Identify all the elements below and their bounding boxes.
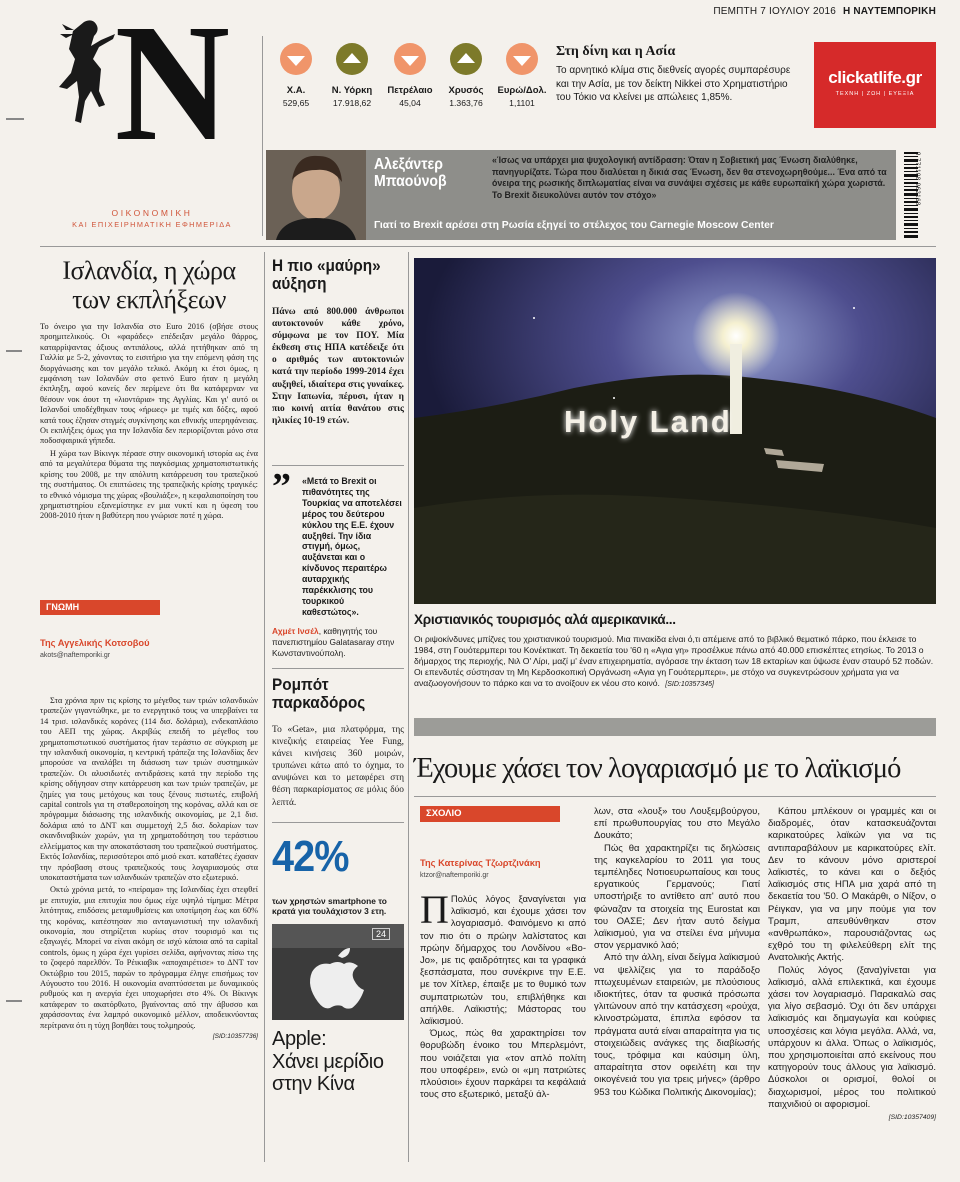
market-value: 1,1101 — [509, 98, 535, 108]
arrow-down-icon — [279, 42, 313, 76]
column-divider — [262, 36, 263, 236]
populism-col3 — [768, 806, 936, 1124]
column-divider — [264, 252, 265, 1162]
apple-photo — [272, 924, 404, 1020]
stat-value: 42% — [272, 832, 349, 881]
populism-col3-p1: Κάπου μπλέκουν οι γραμμές και οι διαδρομές, όταν κατασκευάζονται καρικατούρες λαϊκών για να τις αντιπαραβάλουν με καρικατούρες ελίτ. Δεν το κάνουν μόνο αριστεροί λαϊκιστές, το κάνει και ο δεξιός λαϊκισμός στις ΗΠΑ μια χαρά από τη δεκαετία του '50. Ο Μακάρθι, ο Νίξον, ο Ρέιγκαν, για να μην πούμε για τον Τραμπ, απευθύνθηκαν στον «ανθρωπάκο», παρουσιάζοντας ως εχθρό του τη φιλελεύθερη ελίτ της Ανατολικής Ακτής. — [768, 806, 936, 964]
promo-photo — [266, 150, 366, 240]
opinion-tag: ΓΝΩΜΗ — [40, 600, 160, 615]
quote-attribution — [272, 626, 404, 659]
market-label: Πετρέλαιο — [387, 85, 433, 96]
iceland-body-3 — [40, 696, 258, 1042]
arrow-down-icon — [393, 42, 427, 76]
populism-col2-p3: Από την άλλη, είναι δείγμα λαϊκισμού να ψελλίζεις για το παράδοξο πτωχευμένων εταιρειών, με πλούσιους ιδιοκτήτες, όταν τα φυσικά πρόσωπα γλιτώνουν από την κατάσχεση «ρούχα, κλινοστρώματα, έπιπλα εφόσον τα πράγματα αυτά είναι απαραίτητα για τις στοιχειώδεις ανάγκες της διαβίωσής τους, τρόφιμα και καύσιμη ύλη, απαραίτητα στον οφειλέτη και την οικογένειά του για τρεις μήνες» (άρθρο 953 του Κώδικα Πολιτικής Δικονομίας); — [594, 952, 760, 1098]
holyland-photo — [414, 258, 936, 604]
iceland-email: akots@naftemporiki.gr — [40, 652, 111, 659]
holyland-sign-text: Holy Land — [564, 404, 732, 439]
market-label: Ν. Υόρκη — [331, 85, 373, 96]
populism-col2 — [594, 806, 760, 1099]
margin-mark — [6, 118, 24, 120]
quote-role: , καθηγητής του πανεπιστημίου Galatasaray στην Κωνσταντινούπολη. — [272, 626, 395, 658]
quote-author: Αχμέτ Ινσέλ — [272, 626, 319, 636]
apple-photo-tag: 24 — [372, 928, 390, 940]
robot-text: Το «Geta», μια πλατφόρμα, της κινεζικής εταιρείας Yee Fung, κάνει κινήσεις 360 μοιρών, τρυπώνει κάτω από το όχημα, το ανυψώνει και το μεταφέρει στη θέση παρκαρίσματος σε μόλις δύο λεπτά. — [272, 725, 404, 808]
section-divider — [414, 796, 936, 797]
holyland-title: Χριστιανικός τουρισμός αλά αμερικανικά... — [414, 612, 676, 627]
market-item — [268, 42, 324, 108]
margin-mark — [6, 1000, 22, 1002]
stat-text: των χρηστών smartphone το κρατά για τουλάχιστον 3 ετη. — [272, 896, 387, 917]
promo-name — [374, 156, 447, 190]
apple-title-line1: Apple: — [272, 1028, 327, 1050]
promo-bar[interactable] — [266, 150, 896, 240]
masthead-sub1: ΟΙΚΟΝΟΜΙΚΗ — [111, 208, 193, 218]
quote-mark: ” — [272, 466, 291, 508]
iceland-title-line2: των εκπλήξεων — [72, 285, 226, 314]
black-title — [272, 258, 395, 293]
populism-email: ktzor@naftemporiki.gr — [420, 872, 489, 879]
date-line — [700, 6, 936, 17]
opinion-inset — [40, 600, 160, 682]
robot-title-line2: παρκαδόρος — [272, 694, 366, 712]
populism-col2-p2: Πώς θα χαρακτηρίζει τις δηλώσεις της καγκελαρίου το 2011 για τους τεμπέληδες Νοτιοευρωπαίους και τους εργατικούς Γερμανούς; Γιατί υποστήριξε το αντίθετο απ' αυτό που φώναζαν τα στοιχεία της Eurostat και του ΟΑΣΕ; Δεν ήταν αυτό δείγμα λαϊκισμού, για να στείλει ένα μήνυμα στον γερμανικό λαό; — [594, 842, 760, 952]
black-title-line1: Η πιο «μαύρη» — [272, 257, 381, 275]
barcode — [904, 152, 934, 242]
promo-name-line1: Αλεξάντερ — [374, 156, 443, 173]
section-divider — [272, 465, 404, 466]
paper-name: Η ΝΑΥΤΕΜΠΟΡΙΚΗ — [842, 6, 936, 17]
iceland-p5: Οκτώ χρόνια μετά, το «πείραμα» της Ισλανδίας έχει στεφθεί με επιτυχία, μια επιτυχία που όμως είχε υψηλό τίμημα: Μέτρα λιτότητας, επιδόσεις μεταμυθμίσεις και υποτίμηση έως και 60% της κορόνας, κατέστησαν πιο ανταγωνιστική την ισλανδική οικονομία, που στηρίζεται κυρίως στον τουρισμό και τις εξαγωγές. Μπορεί να είναι ακόμη σε ισχύ κάποια από τα capital controls, όμως η χώρα έχει γυρίσει σελίδα, αφήνοντας πίσω της το ζοφερό παρελθόν. Το Ρέικιαβικ «αποχαιρέτισε» το ΔΝΤ τον Οκτώβριο του 2015, παρών το πρόγραμμα έληγε επισήμως τον Αύγουστο του 2016. Η οικονομία αναπτύσσεται με δυναμικούς ρυθμούς και η ανεργία έχει υποχωρήσει στο 4%. Οι Βίκινγκ κατάφεραν το ακατόρθωτο, βγαίνοντας από την άβυσσο και χαράσσοντας ένα λαμπρό οικονομικό μέλλον, αποδεικνύοντας περίτρανα ότι η τύχη βοηθάει τους τολμηρούς. — [40, 885, 258, 1030]
market-item — [492, 42, 552, 108]
iceland-title-line1: Ισλανδία, η χώρα — [62, 256, 236, 285]
iceland-p2: Η χώρα των Βίκινγκ πέρασε στην οικονομική ιστορία ως ένα από τα μεγαλύτερα θύματα της παγκόσμιας χρηματοπιστωτικής κρίσης του 2008, με την απόλυτη κατάρρευση του τραπεζικού της συστήματος. Οι επιπτώσεις της τραπεζικής κρίσης τραγικές: το εθνικό νόμισμα της χώρας «βουλιάξε», η κεφαλαιοποίηση του χρηματιστηρίου εξανεμίστηκε εν μια νυκτί και η ύφεση του 2008-2010 ήταν η βαθύτερη που γνώρισε ποτέ η χώρα. — [40, 448, 258, 521]
populism-col1 — [420, 887, 586, 1101]
margin-mark — [6, 350, 22, 352]
iceland-title — [40, 256, 258, 314]
robot-title — [272, 676, 395, 712]
iceland-author: Της Αγγελικής Κοτσοβού — [40, 638, 150, 648]
iceland-sid: [SID:10357736] — [212, 1033, 258, 1040]
populism-author: Της Κατερίνας Τζωρτζινάκη — [420, 858, 541, 868]
market-item — [382, 42, 438, 108]
populism-title: Έχουμε χάσει τον λογαριασμό με το λαϊκισμό — [414, 753, 901, 784]
market-item — [438, 42, 494, 108]
gray-divider-bar — [414, 718, 936, 736]
arrow-down-icon — [505, 42, 539, 76]
arrow-up-icon — [449, 42, 483, 76]
market-value: 1.363,76 — [449, 98, 483, 108]
market-item — [324, 42, 380, 108]
ad-clickatlife[interactable] — [814, 42, 936, 128]
apple-title-line2: Χάνει μερίδιο — [272, 1050, 384, 1073]
markets-story-title: Στη δίνη και η Ασία — [556, 44, 676, 59]
date-text: ΠΕΜΠΤΗ 7 ΙΟΥΛΙΟΥ 2016 — [713, 6, 836, 17]
market-value: 45,04 — [399, 98, 421, 108]
iceland-p4: Στα χρόνια πριν τις κρίσης το μέγεθος των τριών ισλανδικών τραπεζών γιγαντώθηκε, με το ενεργητικό τους να υπερβαίνει τα 14 τρισ. ισλανδικές κορόνες (114 δισ. δολάρια), ενδεκαπλάσιο του ΑΕΠ της χώρας. Ακριβώς επειδή το μέγεθος του χρηματοπιστωτικού συστήματος ήταν τεράστιο σε σύγκριση με την ισλανδική οικονομία, η κεντρική τράπεζα της Ισλανδίας δεν μπορούσε να αναλάβει τη διάσωση των τριών συστημικών τραπεζών. Οι αλυσιδωτές αντιδράσεις κατά την περίοδο της κρίσης οδήγησαν στην κατάρρευση και των τριών τραπεζών, με ζημίες για τους μετόχους και τους ξένους πιστωτές, επιβολή capital controls για τη σταθεροποίηση της κορόνας, αλλά και σε πρόγραμμα διάσωσης της ισλανδικής οικονομίας, με 2,1 δισ. δολάρια από το ΔΝΤ και συμμετοχή 2,5 δισ. δολαρίων των σκανδιναβικών χωρών, για τη χρηματοδότηση του τεράστιου ελλείμματος και την αποκατάσταση του τραπεζικού συστήματος. Εκτός Ισλανδίας, περισσότεροι από μισό εκατ. καταθέτες έχασαν την πρόσβαση στους τραπεζικούς τους λογαριασμούς στα υποκαταστήματα των ισλανδικών τραπεζών στο εξωτερικό. — [40, 696, 258, 882]
holyland-text: Οι ριψοκίνδυνες μπίζνες του χριστιανικού τουρισμού. Μια πινακίδα είναι ό,τι απέμεινε από το βιβλικό θεματικό πάρκο, που έκλεισε το 1984, στη Γουότερμπερι του Κονέκτικατ. Τη δεκαετία του '60 η «Αγια γη» προσέλκυε πάνω από 40.000 επισκέπτες ετησίως. Το 2013 ο δήμαρχος της περιοχής, Νιλ Ο' Λίρι, μαζί μ' έναν επιχειρηματία, αγόρασε την έκταση των 18 εκταρίων και ύψωσε έναν σταυρό 52 ποδών. Οι επενδυτές σύστησαν τη Μη Κερδοσκοπική Οργάνωση «Αγια γη Γουότερμπερι», με στόχο να συγκεντρώσουν χρήματα για να αναζωογονήσουν το πάρκο και να το ανοίξουν εκ νέου στο κοινό. — [414, 634, 934, 689]
promo-name-line2: Μπαούνοβ — [374, 173, 447, 190]
section-divider — [272, 822, 404, 823]
black-title-line2: αύξηση — [272, 274, 327, 293]
populism-col3-p2: Πολύς λόγος (ξανα)γίνεται για λαϊκισμό, αλλά επιλεκτικά, και έχουμε χάσει τον λογαριασμό. Παρακαλώ σας για λίγο σεβασμό. Όχι ότι δεν υπάρχει λαϊκισμός και δημαγωγία και κούφιες υποσχέσεις και λόγια μεγάλα. Αλλά, να, υπάρχουν κι άλλα. Όπως ο λαϊκισμός, που χρησιμοποιείται από εκείνους που κατηγορούν τους άλλους για λαϊκισμό. Δύσκολοι οι ορισμοί, θολοί οι διαχωρισμοί, μέρος του πολιτικού παιχνιδιού οι αφορισμοί. — [768, 964, 936, 1110]
ad-brand: clickatlife.gr — [828, 68, 922, 87]
apple-title-line3: στην Κίνα — [272, 1073, 355, 1095]
quote-text: «Μετά το Brexit οι πιθανότητες της Τουρκίας να αποτελέσει μέρος του δεύτερου κύκλου της Ε.Ε. έχουν αυξηθεί. Την ίδια στιγμή, όμως, αυξάνεται και ο κίνδυνος περαιτέρω αυταρχικής παρέκκλισης του τουρκικού καθεστώτος». — [302, 476, 402, 617]
masthead-letter: N — [114, 0, 231, 176]
markets-story — [556, 44, 800, 105]
populism-col2-p1: λων, στα «λουξ» του Λουξεμβούργου, επί πρωθυπουργίας του στο Μεγάλο Δουκάτο; — [594, 806, 760, 842]
market-value: 529,65 — [282, 98, 310, 108]
holyland-text-block — [414, 634, 936, 690]
dropcap: Π — [420, 887, 449, 932]
populism-byline — [420, 806, 588, 879]
holyland-sid: [SID:10357345] — [665, 681, 714, 689]
markets-story-text: Το αρνητικό κλίμα στις διεθνείς αγορές συμπαρέσυρε και την Ασία, με τον δείκτη Nikkei στο Χρηματιστήριο του Τόκιο να κλείνει με απώλειες 1,85%. — [556, 65, 791, 104]
iceland-p1: Το όνειρο για την Ισλανδία στο Euro 2016 (σβήσε στους προημιτελικούς. Οι «φαράδες» επέδειξαν μεγάλο θάρρος, καταρρίψαντας άξιους αντιπάλους, αλλά ηττήθηκαν από τη Γαλλία με 5-2, χάνοντας το εισιτήριο για την επόμενη φάση της διοργάνωσης και τον μεγάλο τελικό. Ακόμη κι έτσι όμως, η εμφάνιση των Ισλανδών στο φετινό Euro ήταν η μεγάλη έκπληξη, αφού κανείς δεν περίμενε ότι θα κατάφερναν να θέσουν νοκ άουτ τη «λιοντάρια» της Αγγλίας. Και γι' αυτό οι Ισλανδοί υποδέχθηκαν τους «ήρωες» με τιμές και δόξες, αφού κατά τους έζησαν στιγμές συγκίνησης και εθνικής υπερηφάνειας. Οι εκπλήξεις όμως για την Ισλανδία δεν περιορίζονται μόνο στα ποδοσφαιρικά γήπεδα. — [40, 322, 258, 446]
populism-sid: [SID:10357409] — [888, 1114, 936, 1122]
hermes-icon — [54, 16, 120, 126]
iceland-body — [40, 322, 258, 522]
masthead-sub2: ΚΑΙ ΕΠΙΧΕΙΡΗΜΑΤΙΚΗ ΕΦΗΜΕΡΙΔΑ — [72, 220, 232, 229]
robot-title-line1: Ρομπότ — [272, 676, 329, 694]
market-label: Χ.Α. — [286, 85, 306, 96]
promo-quote: «Ίσως να υπάρχει μια ψυχολογική αντίδραση: Όταν η Σοβιετική μας Ένωση διαλύθηκε, πανηγυρίζατε. Τώρα που διαλύεται η δικιά σας Ένωση, δεν θα στενοχωρηθούμε... Ένα από τα όνειρα της ρωσικής διπλωματίας είναι να συνάψει σχέσεις με κάθε ευρωπαϊκή χώρα χωριστά. Το Brexit διευκολύνει αυτόν τον στόχο» — [492, 155, 887, 200]
section-divider — [272, 668, 404, 669]
barcode-number: 9 771108 962168 — [914, 152, 920, 206]
ad-tagline: ΤΕΧΝΗ | ΖΩΗ | ΕΥΕΞΙΑ — [835, 91, 915, 97]
market-label: Ευρώ/Δολ. — [497, 85, 547, 96]
black-text: Πάνω από 800.000 άνθρωποι αυτοκτονούν κάθε χρόνο, σύμφωνα με τον ΠΟΥ. Μία έκθεση στις ΗΠΑ κατέδειξε ότι ο αριθμός των αυτοκτονιών κατά την περίοδο 1999-2014 έχει αυξηθεί, ιδιαίτερα στις γυναίκες. Στην Ιαπωνία, πέρυσι, ήταν η πιο κοινή αιτία θανάτου στις ηλικίες 10-19 ετών. — [272, 307, 404, 426]
populism-tag: ΣΧΟΛΙΟ — [420, 806, 560, 822]
market-label: Χρυσός — [448, 85, 484, 96]
portrait-image — [266, 150, 366, 240]
arrow-up-icon — [335, 42, 369, 76]
section-divider — [40, 246, 936, 247]
masthead — [50, 0, 254, 242]
market-value: 17.918,62 — [332, 98, 372, 108]
populism-col1-p2: Όμως, πώς θα χαρακτηρίσει τον θορυβώδη ένοικο του Μπερλεμόντ, που νοιάζεται για «τον απλό πολίτη που υποφέρει», ενώ οι «μη πατριώτες πλούσιοι» έχουν παρκάρει τα κεφάλαιά τους στο εξωτερικό, μεταξύ άλ- — [420, 1028, 586, 1101]
apple-title — [272, 1028, 404, 1096]
populism-col1-text: Πολύς λόγος ξαναγίνεται για λαϊκισμό, και έχουμε χάσει τον λογαριασμό. Φαινόμενο κι από τον πιο ότι ο πρώην λαλίστατος και πρώην δήμαρχος του Λονδίνου «Bo-Jo», με τις φαιδρότητες και τα γραφικά ξεσπάσματα, που συνέκρινε την Ε.Ε. με τον Χίτλερ, έπαιξε με το θυμικό των συμπατριωτών του, επιβλήθηκε και απήλθε. Λαϊκιστής; Μάστορας του λαϊκισμού. — [420, 894, 586, 1028]
populism-col1-p1 — [420, 887, 586, 1028]
markets-panel — [268, 42, 548, 122]
promo-subline: Γιατί το Brexit αρέσει στη Ρωσία εξηγεί το στέλεχος του Carnegie Moscow Center — [374, 220, 774, 231]
column-divider — [408, 252, 409, 1162]
